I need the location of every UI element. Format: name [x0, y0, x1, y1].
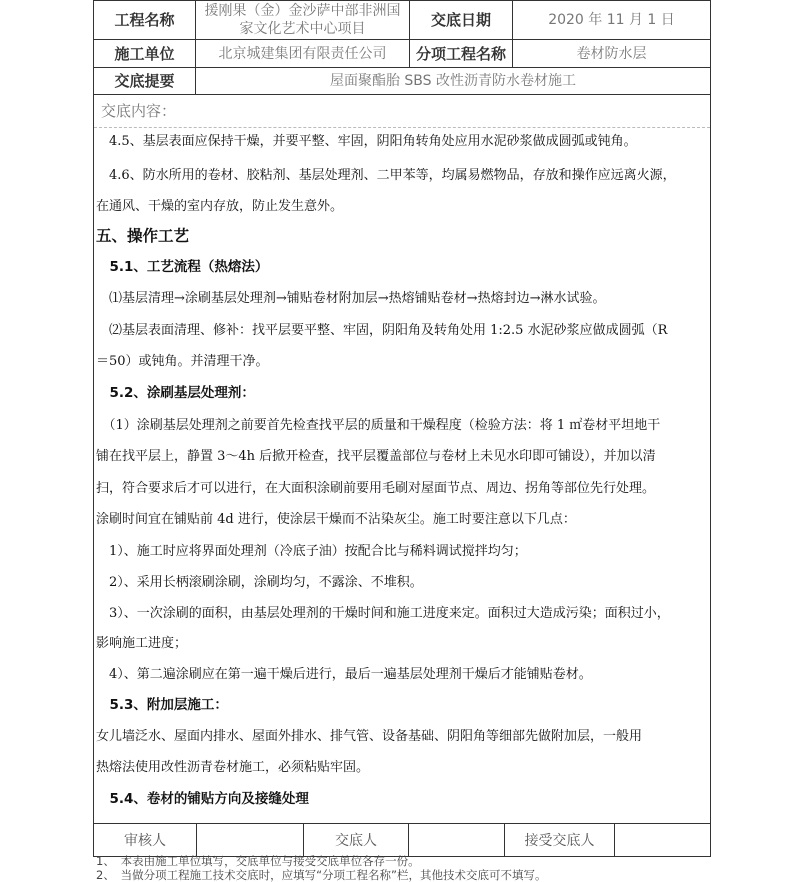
- header-table: [93, 0, 711, 95]
- content-line: 涂刷时间宜在铺贴前 4d 进行，使涂层干燥而不沾染灰尘。施工时要注意以下几点：: [96, 512, 576, 527]
- footnote: 2、 当做分项工程施工技术交底时，应填写“分项工程名称”栏，其他技术交底可不填写。: [96, 868, 547, 882]
- summary-label: 交底提要: [94, 68, 196, 95]
- section-heading: 五、操作工艺: [96, 227, 190, 245]
- content-line: （1）涂刷基层处理剂之前要首先检查找平层的质量和干燥程度（检验方法：将 1 ㎡卷材平坦地干: [96, 418, 661, 433]
- subsection-heading: 5.3、附加层施工：: [96, 697, 228, 713]
- date-value: 2020 年 11 月 1 日: [513, 1, 711, 40]
- signature-table: [93, 823, 711, 857]
- date-label: 交底日期: [410, 1, 513, 40]
- sub-project-value: 卷材防水层: [513, 40, 711, 68]
- construction-unit-label: 施工单位: [94, 40, 196, 68]
- footnote: 1、 本表由施工单位填写，交底单位与接受交底单位各存一份。: [96, 854, 420, 868]
- receiver-label: 接受交底人: [505, 824, 615, 857]
- content-line: 1）、施工时应将界面处理剂（冷底子油）按配合比与稀料调试搅拌均匀；: [96, 544, 527, 559]
- content-line: ＝50）或钝角。并清理干净。: [96, 354, 269, 369]
- content-line: ⑴基层清理→涂刷基层处理剂→铺贴卷材附加层→热熔铺贴卷材→热熔封边→淋水试验。: [96, 291, 606, 306]
- project-name-label: 工程名称: [94, 1, 196, 40]
- content-line: 2）、采用长柄滚刷涂刷，涂刷均匀，不露涂、不堆积。: [96, 575, 423, 590]
- receiver-signature-field[interactable]: [615, 824, 711, 857]
- content-line: 女儿墙泛水、屋面内排水、屋面外排水、排气管、设备基础、阴阳角等细部先做附加层，一般用: [96, 729, 643, 744]
- content-line: 3）、一次涂刷的面积，由基层处理剂的干燥时间和施工进度来定。面积过大造成污染；面积过小，: [96, 606, 670, 621]
- summary-value: 屋面聚酯胎 SBS 改性沥青防水卷材施工: [196, 68, 711, 95]
- content-line: 影响施工进度；: [96, 636, 188, 651]
- project-name-value: 援刚果（金）金沙萨中部非洲国家文化艺术中心项目: [196, 1, 410, 40]
- sub-project-label: 分项工程名称: [410, 40, 513, 68]
- reviewer-label: 审核人: [94, 824, 197, 857]
- content-line: 4）、第二遍涂刷应在第一遍干燥后进行，最后一遍基层处理剂干燥后才能铺贴卷材。: [96, 667, 592, 682]
- construction-unit-value: 北京城建集团有限责任公司: [196, 40, 410, 68]
- reviewer-signature-field[interactable]: [197, 824, 304, 857]
- content-line: 扫，符合要求后才可以进行，在大面积涂刷前要用毛刷对屋面节点、周边、拐角等部位先行处理。: [96, 481, 656, 496]
- content-line: 4.5、基层表面应保持干燥，并要平整、牢固，阴阳角转角处应用水泥砂浆做成圆弧或钝角。: [96, 134, 637, 149]
- content-line: 4.6、防水所用的卷材、胶粘剂、基层处理剂、二甲苯等，均属易燃物品，存放和操作应远离火源，: [96, 168, 676, 183]
- subsection-heading: 5.1、工艺流程（热熔法）: [96, 259, 269, 275]
- content-line: ⑵基层表面清理、修补：找平层要平整、牢固，阴阳角及转角处用 1:2.5 水泥砂浆应做成圆弧（R: [96, 323, 668, 338]
- content-line: 铺在找平层上，静置 3～4h 后掀开检查，找平层覆盖部位与卷材上未见水印即可铺设），并加以清: [96, 449, 656, 464]
- footnotes: [96, 854, 736, 882]
- content-line: 在通风、干燥的室内存放，防止发生意外。: [96, 199, 344, 214]
- subsection-heading: 5.2、涂刷基层处理剂：: [96, 385, 255, 401]
- discloser-label: 交底人: [304, 824, 409, 857]
- discloser-signature-field[interactable]: [409, 824, 505, 857]
- content-label: 交底内容：: [101, 102, 177, 120]
- subsection-heading: 5.4、卷材的铺贴方向及接缝处理: [96, 791, 309, 807]
- content-line: 热熔法使用改性沥青卷材施工，必须粘贴牢固。: [96, 760, 370, 775]
